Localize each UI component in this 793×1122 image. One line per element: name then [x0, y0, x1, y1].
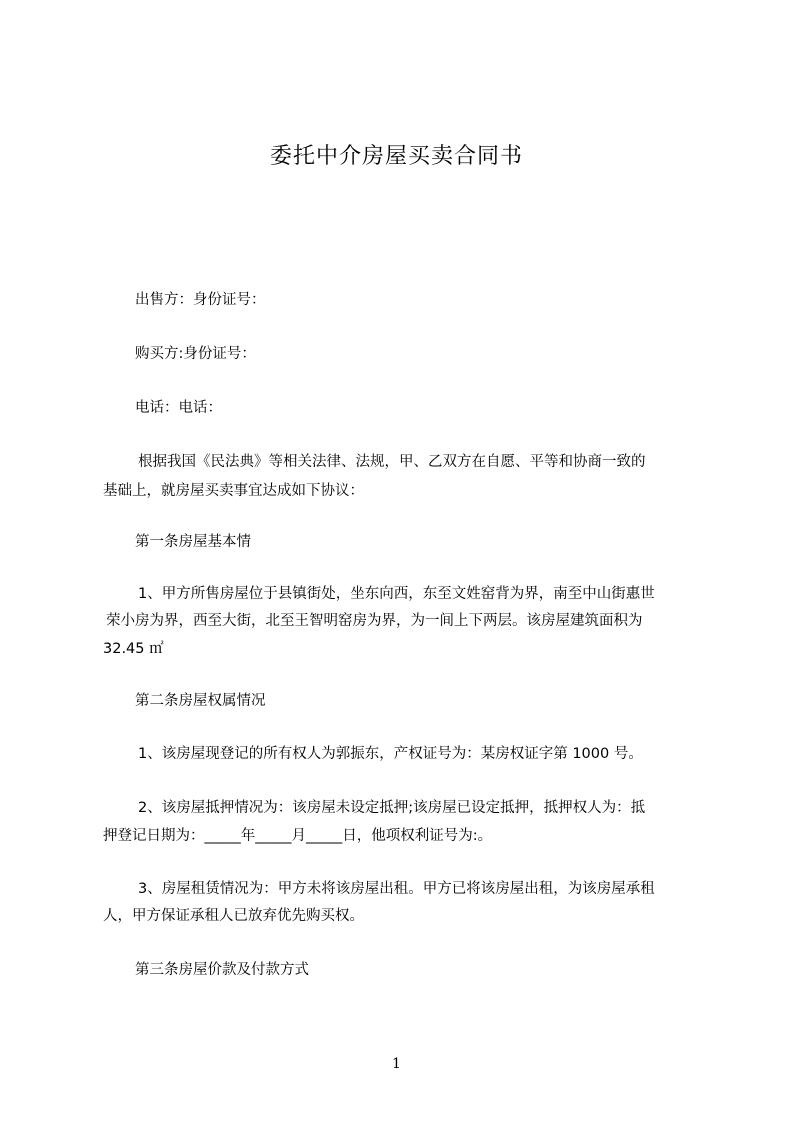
- article-2-heading: 第二条房屋权属情况: [135, 693, 266, 709]
- page-number: 1: [392, 1056, 401, 1072]
- article-2-paragraph-3-line-2: 人，甲方保证承租人已放弃优先购买权。: [103, 908, 364, 924]
- seller-line: 出售方：身份证号：: [135, 292, 266, 308]
- article-1-paragraph-1-line-2: 荣小房为界，西至大街，北至王智明窑房为界，为一间上下两层。该房屋建筑面积为: [106, 613, 643, 629]
- preamble-line-1: 根据我国《民法典》等相关法律、法规，甲、乙双方在自愿、平等和协商一致的: [138, 454, 646, 470]
- article-3-heading: 第三条房屋价款及付款方式: [135, 962, 309, 978]
- preamble-line-2: 基础上，就房屋买卖事宜达成如下协议：: [103, 483, 364, 499]
- document-title: 委托中介房屋买卖合同书: [269, 144, 523, 169]
- phone-line: 电话：电话：: [135, 400, 222, 416]
- article-1-paragraph-1-line-3: 32.45 ㎡: [103, 641, 164, 657]
- article-2-paragraph-1: 1、该房屋现登记的所有权人为郭振东，产权证号为：某房权证字第 1000 号。: [138, 746, 643, 762]
- article-2-paragraph-3-line-1: 3、房屋租赁情况为：甲方未将该房屋出租。甲方已将该房屋出租，为该房屋承租: [138, 881, 655, 897]
- article-1-heading: 第一条房屋基本情: [135, 534, 251, 550]
- article-2-paragraph-2-line-1: 2、该房屋抵押情况为：该房屋未设定抵押;该房屋已设定抵押，抵押权人为：抵: [138, 800, 646, 816]
- article-2-paragraph-2-line-2: 押登记日期为：_____年_____月_____日，他项权利证号为:。: [103, 828, 493, 844]
- article-1-paragraph-1-line-1: 1、甲方所售房屋位于县镇街处，坐东向西，东至文姓窑背为界，南至中山街惠世: [138, 586, 655, 602]
- buyer-line: 购买方:身份证号：: [135, 346, 256, 362]
